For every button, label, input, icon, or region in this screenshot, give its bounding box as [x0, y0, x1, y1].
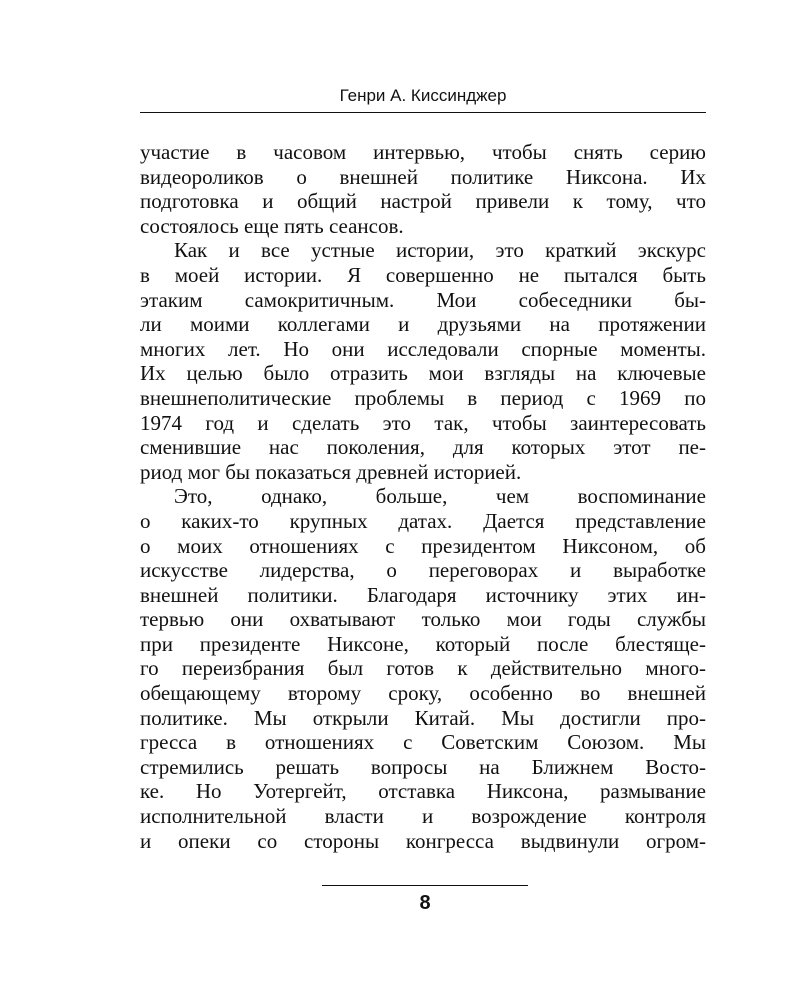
- body-text: [140, 140, 706, 853]
- text-line: подготовка и общий настрой привели к тому, что: [140, 189, 706, 214]
- text-line: Как и все устные истории, это краткий экскурс: [174, 238, 706, 263]
- text-line: многих лет. Но они исследовали спорные моменты.: [140, 336, 706, 361]
- text-line: о каких-то крупных датах. Дается представление: [140, 508, 706, 533]
- text-line: обещающему второму сроку, особенно во внешней: [140, 681, 706, 706]
- text-line: сменившие нас поколения, для которых этот пе-: [140, 435, 706, 460]
- text-line: ли моими коллегами и друзьями на протяжении: [140, 312, 706, 337]
- text-line: стремились решать вопросы на Ближнем Восто-: [140, 754, 706, 779]
- running-head: Генри А. Киссинджер: [140, 84, 706, 113]
- text-line: внешнеполитические проблемы в период с 1969 по: [140, 385, 706, 410]
- text-line: исполнительной власти и возрождение контроля: [140, 804, 706, 829]
- page-number: 8: [419, 892, 431, 914]
- text-line: Их целью было отразить мои взгляды на ключевые: [140, 361, 706, 386]
- text-line: внешней политики. Благодаря источнику этих ин-: [140, 582, 706, 607]
- text-line: искусстве лидерства, о переговорах и выработке: [140, 558, 706, 583]
- text-line: о моих отношениях с президентом Никсоном, об: [140, 533, 706, 558]
- text-line: участие в часовом интервью, чтобы снять серию: [140, 140, 706, 164]
- text-line: ке. Но Уотергейт, отставка Никсона, размывание: [140, 779, 706, 804]
- text-line: 1974 год и сделать это так, чтобы заинтересовать: [140, 410, 706, 435]
- text-line: при президенте Никсоне, который после блестяще-: [140, 631, 706, 656]
- text-line: гресса в отношениях с Советским Союзом. Мы: [140, 730, 706, 755]
- text-line: политике. Мы открыли Китай. Мы достигли про-: [140, 705, 706, 730]
- footer-rule: [322, 885, 528, 886]
- text-line: го переизбрания был готов к действительно много-: [140, 656, 706, 681]
- text-line: и опеки со стороны конгресса выдвинули огром-: [140, 828, 706, 853]
- text-line: Это, однако, больше, чем воспоминание: [174, 484, 706, 509]
- text-line: тервью они охватывают только мои годы службы: [140, 607, 706, 632]
- text-line: видеороликов о внешней политике Никсона. Их: [140, 164, 706, 189]
- text-line: риод мог бы показаться древней историей.: [140, 459, 522, 484]
- text-line: состоялось еще пять сеансов.: [140, 213, 404, 238]
- text-line: в моей истории. Я совершенно не пытался быть: [140, 262, 706, 287]
- text-line: этаким самокритичным. Мои собеседники бы-: [140, 287, 706, 312]
